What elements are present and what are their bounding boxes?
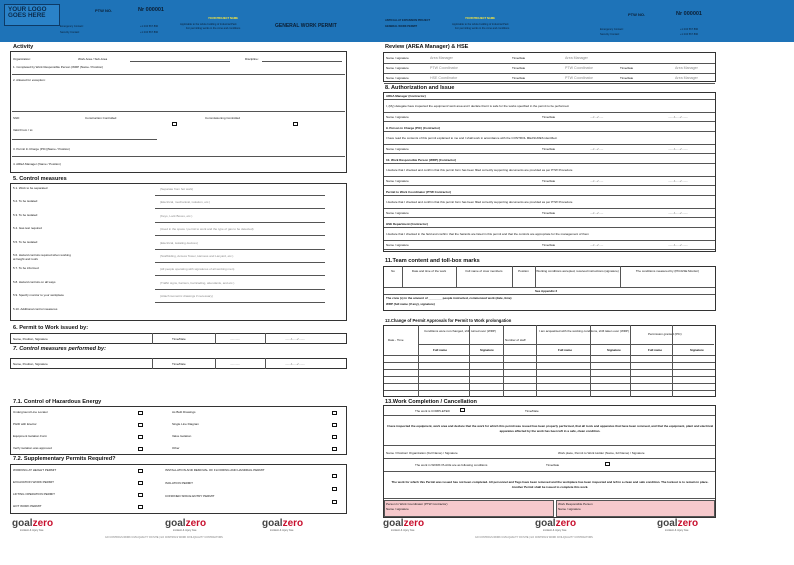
performed-by-title: 7. Control measures performed by:: [13, 346, 106, 352]
auth-name-label: Name / signature: [386, 179, 409, 183]
commissioning-checkbox[interactable]: [293, 122, 298, 126]
auth-line: [384, 144, 715, 145]
goalzero-logo-goal: goal: [165, 518, 186, 529]
project-sub2-right: For permitting works in the zone and conditions: [455, 27, 510, 30]
review-date2-label: Time/date: [620, 76, 634, 80]
auth-date: ..../..../......: [590, 179, 604, 183]
control-item-label: 5.10. Additional control measures: [13, 306, 58, 311]
control-item-line: [155, 302, 325, 303]
team-crew: The crew (s) in the amount of ________ people instructed, commenced work (date, time): [386, 296, 512, 300]
completion-timedate2: Time/date: [546, 463, 560, 467]
security-contact-right: Security Contact:: [600, 33, 620, 36]
hazard-item-label: Valve Isolation: [172, 434, 192, 438]
area-manager-label: 4. AREA Manager (Name / Position): [13, 162, 61, 166]
pic-label: 3. Permit In Charge (PIC)(Name / Position): [13, 147, 71, 151]
auth-line: [384, 208, 715, 209]
control-item-line: [155, 195, 325, 196]
control-item-line: [155, 289, 325, 290]
change-subheader: Signature: [480, 348, 494, 352]
team-col-divider: [620, 266, 621, 287]
hazard-checkbox[interactable]: [138, 411, 143, 415]
goalzero-logo-goal: goal: [535, 518, 556, 529]
control-measures-title: 5. Control measures: [13, 176, 67, 182]
hazard-item-label: P&ID with Erector: [13, 422, 37, 426]
commissioning-controlled-label: Commissioning Controlled: [205, 116, 241, 120]
control-item-hint: (Used in the space / permit to work and the type of gas to be detected): [160, 227, 254, 232]
form-title-right: GENERAL WORK PERMIT: [385, 25, 418, 28]
change-row-line: [384, 362, 715, 363]
review-row-line: [384, 63, 715, 64]
issued-time-label: Time/Date: [172, 337, 186, 341]
control-item-hint: (Traffic signs, barriers, barricading, attendants, and etc.): [160, 280, 235, 285]
completion-final: The work for which this Permit was issued has not been completed. All personnel and Tags have been removed and the workplace has been inspected and left in a clean and safe condition. The lockout is to remain in place. Another Permit shall be issued to complete this work.: [391, 480, 709, 489]
hazard-item-label: Single Line Diagram: [172, 422, 200, 426]
performed-time-label: Time/Date: [172, 362, 186, 366]
review-role: Area Manager: [430, 56, 453, 60]
issued-by-title: 6. Permit to Work issued by:: [13, 325, 89, 331]
auth-block-head: AREA Manager (Contractor): [386, 94, 426, 98]
auth-line: [384, 176, 715, 177]
control-item-line: [155, 222, 325, 223]
review-row-line: [384, 73, 715, 74]
auth-line: [384, 185, 715, 186]
review-row-line: [384, 83, 715, 84]
auth-block-head: HSE Department (Contractor): [386, 222, 428, 226]
control-item-label: 5.1. Work to be separated: [13, 186, 48, 190]
auth-block-head: 10. Work Responsible Person (WRP) (Contractor): [386, 158, 457, 162]
goalzero-logo: [657, 518, 698, 529]
review-date2-label: Time/date: [620, 66, 634, 70]
review-name-label: Name / signature: [386, 76, 409, 80]
change-col-divider: [630, 325, 631, 397]
review-role2: Area Manager: [565, 56, 588, 60]
auth-block-text: I declare that I checked and confirm that this permit form has been filled correctly supporting documents are provided as per PTW Procedure: [386, 200, 573, 204]
completion-timedate: Time/Date: [525, 409, 539, 413]
goalzero-logo-goal: goal: [657, 518, 678, 529]
footer-text-left: GO CONTROLS WORK CIVIL/QUALITY ON SITE | GO CONTROLS WORK CIVIL/QUALITY CONTRACTORS: [105, 536, 223, 539]
supp-permit-checkbox[interactable]: [332, 487, 337, 491]
change-subheader: Full name: [558, 348, 573, 352]
auth-date: ..../..../......: [590, 211, 604, 215]
change-row-line: [384, 369, 715, 370]
auth-time-label: Time/date: [542, 147, 556, 151]
hazard-checkbox[interactable]: [332, 447, 337, 451]
footer-text-right: GO CONTROLS WORK CIVIL/QUALITY ON SITE | GO CONTROLS WORK CIVIL/QUALITY CONTRACTORS: [475, 536, 593, 539]
performed-dots: ............: [230, 362, 241, 366]
control-item-hint: (Attach isometric drawings if necessary): [160, 294, 214, 299]
auth-date2: ......./......./........: [668, 243, 689, 247]
completed-by-label: 1. Completed by Work Responsible Person (WRP (Name / Position): [13, 65, 104, 69]
goalzero-tagline: incident & injury free: [665, 529, 689, 532]
review-date-label: Time/date: [512, 66, 526, 70]
auth-block-text: I have read the contents of this permit explained to me and I shall work in accordance with the CONTROL MEASURES identified.: [386, 136, 558, 140]
change-row-line: [384, 376, 715, 377]
completion-name1: Name / Position/ Organization (Full Name) / Signature: [386, 451, 458, 455]
hazard-item-label: Other: [172, 446, 180, 450]
goalzero-logo-zero: zero: [185, 518, 207, 529]
hazard-item-label: Verify isolation was approved: [13, 446, 52, 450]
discipline-label: Discipline:: [245, 57, 259, 61]
hazard-checkbox[interactable]: [138, 447, 143, 451]
supp-permit-checkbox[interactable]: [138, 481, 143, 485]
auth-line: [384, 227, 715, 228]
phone1-left: +1 234 567 890: [140, 25, 159, 28]
review-date-label: Time/date: [512, 56, 526, 60]
team-header-4: Position: [518, 269, 529, 273]
change-col-divider: [590, 325, 591, 397]
team-col-divider: [535, 266, 536, 287]
change-subheader: Signature: [690, 348, 704, 352]
goalzero-logo-zero: zero: [282, 518, 304, 529]
change-title: 12.Change of Permit Approvals for Permit to Work prolongation: [385, 318, 512, 323]
auth-name-label: Name / signature: [386, 147, 409, 151]
work-completed-label: The work is COMPLETED: [415, 409, 450, 413]
auth-line: [384, 249, 715, 250]
review-role: HSE Coordinator: [430, 76, 458, 80]
control-item-line: [155, 249, 325, 250]
team-title: 11.Team content and toll-box marks: [385, 258, 480, 264]
change-perm-header: Permission granted (PIC): [648, 332, 682, 336]
auth-time-label: Time/date: [542, 211, 556, 215]
team-col-divider: [456, 266, 457, 287]
change-date-header: Date - Time: [388, 338, 404, 342]
team-appendix: See Appendix 2: [535, 289, 558, 293]
goalzero-logo: [535, 518, 576, 529]
control-item-label: 5.7. To be informed: [13, 266, 39, 271]
valid-from-label: Valid From / to:: [13, 128, 34, 132]
team-header-3: Full name of crew members: [465, 269, 503, 273]
control-item-hint: (Electrical, mechanical, isolation, etc.): [160, 200, 211, 205]
goalzero-logo: [165, 518, 206, 529]
auth-date: ..../..../......: [590, 243, 604, 247]
hazard-checkbox[interactable]: [138, 423, 143, 427]
auth-line: [384, 240, 715, 241]
project-sub2-left: For permitting works in the zone and conditions: [186, 27, 241, 30]
header-bar: [0, 0, 794, 42]
construction-controlled-label: Construction Controlled: [85, 116, 117, 120]
auth-block-head: 9. Person in Charge (PIC) (Contractor): [386, 126, 441, 130]
goalzero-logo: [12, 518, 53, 529]
project-name-left: YOUR PROJECT NAME: [208, 17, 238, 20]
allowed-exception-label: 2. Allowed for exception:: [13, 78, 46, 82]
review-role2: PTW Coordinator: [565, 66, 593, 70]
control-item-label: 5.9. Specify monitor to your workplace: [13, 293, 64, 298]
ptw-label-right: PTW NO.: [628, 12, 646, 17]
goalzero-logo-goal: goal: [262, 518, 283, 529]
auth-line: [384, 99, 715, 100]
hazard-checkbox[interactable]: [332, 435, 337, 439]
auth-date2: ......./......./........: [668, 211, 689, 215]
project-sub-right: Applicable to the whole building of Industrial Park: [452, 23, 509, 26]
completion-name2: Work place, Permit to Work Holder (Name, full Name) / Signature: [558, 451, 645, 455]
authorization-title: 8. Authorization and Issue: [385, 85, 455, 91]
goalzero-logo: [262, 518, 303, 529]
issued-dots: ............: [230, 337, 241, 341]
auth-date2: ......./......./........: [668, 147, 689, 151]
completion-statement: I have inspected the equipment, work area and declare that the work for which this permit was issued has been properly performed, that all tools and apparatus that have been removed, and that the equipment, plant and electrical apparatus affected by the work has been left in a safe, clean condition.: [386, 424, 714, 433]
supp-permit-label: WORKING AT HEIGHT PERMIT: [13, 468, 57, 472]
supp-permit-checkbox[interactable]: [138, 493, 143, 497]
hazard-checkbox[interactable]: [332, 411, 337, 415]
auth-block-text: I declare that I checked in the field and confirm that the hazards are listed in this permit and that the controls are appropriate for the management of them: [386, 232, 589, 236]
pink2-label: Work Responsible Person: [558, 502, 593, 506]
control-item-label: 5.3. To be isolated: [13, 212, 38, 217]
change-col-divider: [503, 325, 504, 397]
supp-permit-checkbox[interactable]: [332, 500, 337, 504]
review-role3: Area Manager: [675, 76, 698, 80]
completion-title: 13.Work Completion / Cancellation: [385, 399, 477, 405]
auth-line: [384, 153, 715, 154]
control-item-label: 5.2. To be isolated: [13, 199, 38, 204]
control-item-label: 5.6. Hazard controls required when working at height and roofs: [13, 253, 71, 261]
change-row-line: [384, 390, 715, 391]
auth-name-label: Name / signature: [386, 211, 409, 215]
goalzero-tagline: incident & injury free: [543, 529, 567, 532]
team-wrp: WRP (full name (if any), signature): [386, 302, 435, 306]
team-col-divider: [512, 266, 513, 287]
change-row-line: [384, 383, 715, 384]
review-role2: PTW Coordinator: [565, 76, 593, 80]
emergency-contact-right: Emergency Contact:: [600, 28, 624, 31]
change-row-line: [384, 355, 715, 356]
phone1-right: +1 234 567 890: [680, 28, 699, 31]
review-name-label: Name / signature: [386, 66, 409, 70]
activity-title: Activity: [13, 44, 34, 50]
change-col-divider: [418, 325, 419, 397]
auth-line: [384, 163, 715, 164]
hazard-item-label: Equipment Isolation Form: [13, 434, 48, 438]
phone2-left: +1 234 567 890: [140, 31, 159, 34]
goalzero-tagline: incident & injury free: [20, 529, 44, 532]
control-item-line: [155, 208, 325, 209]
ptw-label-left: PTW NO.: [95, 8, 113, 13]
auth-line: [384, 112, 715, 113]
auth-line: [384, 131, 715, 132]
control-item-hint: (Separate from hot work): [160, 187, 194, 191]
auth-name-label: Name / signature: [386, 243, 409, 247]
project-right: ANTICALLAY EXPANSION PROJECT: [385, 19, 431, 22]
supp-permit-label: HOT WORK PERMIT: [13, 504, 42, 508]
change-col-divider: [469, 325, 470, 397]
auth-name-label: Name / signature: [386, 115, 409, 119]
hazard-checkbox[interactable]: [332, 423, 337, 427]
emergency-contact-left: Emergency Contact:: [60, 25, 84, 28]
auth-date2: ......./......./........: [668, 115, 689, 119]
activity-frame: [10, 51, 347, 173]
supp-permit-label: INSTALLATION AND REMOVAL OF FLOORING AND HANDRAIL PERMIT: [165, 468, 265, 472]
hazard-item-label: As Built Drawings: [172, 410, 196, 414]
work-completed-checkbox[interactable]: [460, 408, 465, 412]
team-line: [384, 294, 715, 295]
change-subheader: Full name: [648, 348, 663, 352]
team-header-6: The conditions measured by (PIC/HSE Monitor): [635, 269, 700, 273]
goalzero-logo-zero: zero: [403, 518, 425, 529]
auth-block-head: Permit to Work Coordinator (PTW Contractor): [386, 190, 451, 194]
goalzero-logo-zero: zero: [555, 518, 577, 529]
goalzero-logo-zero: zero: [677, 518, 699, 529]
control-item-hint: (Scaffolding, Access Tower, Harness and Lanyard, etc.): [160, 254, 234, 258]
completion-returned: The work in WORK PLACE are as following conditions: [415, 463, 488, 467]
security-contact-left: Security Contact:: [60, 31, 80, 34]
auth-line: [384, 195, 715, 196]
project-sub-left: Applicable to the whole building of Industrial Park: [180, 23, 237, 26]
auth-date: ..../..../......: [590, 115, 604, 119]
auth-block-text: I declare that I checked and confirm that this permit form has been filled correctly supporting documents are provided as per PTW Procedure: [386, 168, 573, 172]
performed-date: ......./......./........: [285, 362, 306, 366]
auth-line: [384, 217, 715, 218]
team-header-1: No: [391, 269, 395, 273]
control-item-label: 5.5. To be isolated: [13, 239, 38, 244]
organization-label: Organization:: [13, 57, 31, 61]
form-title-left: GENERAL WORK PERMIT: [275, 23, 337, 29]
change-subheader: Signature: [607, 348, 621, 352]
control-item-label: 5.8. Hazard controls on all ways: [13, 279, 56, 284]
pink1-label: Person In Work Coordinator (PTW Contractor): [386, 502, 448, 506]
supp-permit-checkbox[interactable]: [138, 505, 143, 509]
control-item-line: [155, 235, 325, 236]
supp-permit-checkbox[interactable]: [138, 469, 143, 473]
goalzero-tagline: incident & injury free: [391, 529, 415, 532]
phone2-right: +1 234 567 890: [680, 33, 699, 36]
supplementary-title: 7.2. Supplementary Permits Required?: [13, 456, 116, 462]
supp-permit-label: EXCAVATION WORK PERMIT: [13, 480, 55, 484]
change-cond-header: Conditions were not changed, shift turned over (WRP): [424, 329, 496, 333]
issued-name-label: Name, Position, Signature: [13, 337, 48, 341]
returned-checkbox[interactable]: [605, 462, 610, 466]
team-header-5: Working conditions accepted, received instructions (signature): [536, 269, 619, 273]
change-acq-header: I am acquainted with the working conditions, shift taken over (WRP): [539, 329, 629, 333]
control-item-label: 5.4. Gas test required: [13, 226, 42, 231]
logo-placeholder: YOUR LOGO GOES HERE: [4, 4, 60, 26]
issued-date: ......./......./........: [285, 337, 306, 341]
change-col-divider: [536, 325, 537, 397]
auth-line: [384, 121, 715, 122]
auth-time-label: Time/date: [542, 179, 556, 183]
review-title: Review (AREA Manager) & HSE: [385, 44, 469, 50]
goalzero-logo-zero: zero: [32, 518, 54, 529]
auth-block-text: I, (My) delegate have inspected the equipment/ work area and I declare that it is safe for the works specified in the permit to be performed.: [386, 104, 570, 108]
review-role3: Area Manager: [675, 66, 698, 70]
ptw-number-right: Nr 000001: [676, 11, 702, 17]
change-subheader: Full name: [433, 348, 448, 352]
supp-permit-label: CONFINED SPACE ENTRY PERMIT: [165, 494, 215, 498]
change-line: [418, 344, 714, 345]
review-role: PTW Coordinator: [430, 66, 458, 70]
review-date-label: Time/date: [512, 76, 526, 80]
project-name-right: YOUR PROJECT NAME: [465, 17, 495, 20]
ptw-number-left: Nr 000001: [138, 7, 164, 13]
supp-permit-label: LIFTING OPERATION PERMIT: [13, 492, 55, 496]
pink1-sub: Name / signature: [386, 507, 409, 511]
change-col-divider: [672, 325, 673, 397]
goalzero-logo: [383, 518, 424, 529]
shift-label: Shift:: [13, 116, 20, 120]
control-item-hint: (All people operating with signatures of all working men): [160, 267, 235, 272]
control-item-hint: (Keys, Lock Boxes, etc.): [160, 213, 193, 218]
pink2-sub: Name / signature: [558, 507, 581, 511]
hazard-checkbox[interactable]: [138, 435, 143, 439]
auth-date2: ......./......./........: [668, 179, 689, 183]
control-item-hint: (Electrical, isolating devices): [160, 240, 198, 245]
goalzero-tagline: incident & injury free: [173, 529, 197, 532]
hazardous-energy-title: 7.1. Control of Hazardous Energy: [13, 399, 102, 405]
auth-date: ..../..../......: [590, 147, 604, 151]
supp-permit-checkbox[interactable]: [332, 474, 337, 478]
change-staff-header: Number of staff: [505, 338, 526, 342]
team-col-divider: [402, 266, 403, 287]
team-line: [384, 287, 715, 288]
auth-time-label: Time/date: [542, 115, 556, 119]
goalzero-logo-goal: goal: [383, 518, 404, 529]
hazard-item-label: Underground Line Locator: [13, 410, 48, 414]
review-name-label: Name / signature: [386, 56, 409, 60]
goalzero-tagline: incident & injury free: [270, 529, 294, 532]
construction-checkbox[interactable]: [172, 122, 177, 126]
control-item-line: [155, 275, 325, 276]
performed-name-label: Name, Position, Signature: [13, 362, 48, 366]
supp-permit-label: ISOLATION PERMIT: [165, 481, 193, 485]
auth-time-label: Time/date: [542, 243, 556, 247]
work-area-label: Work Area / Sub-Area: [78, 57, 108, 61]
team-header-2: Date and time of the work: [411, 269, 447, 273]
goalzero-logo-goal: goal: [12, 518, 33, 529]
control-item-line: [155, 262, 325, 263]
